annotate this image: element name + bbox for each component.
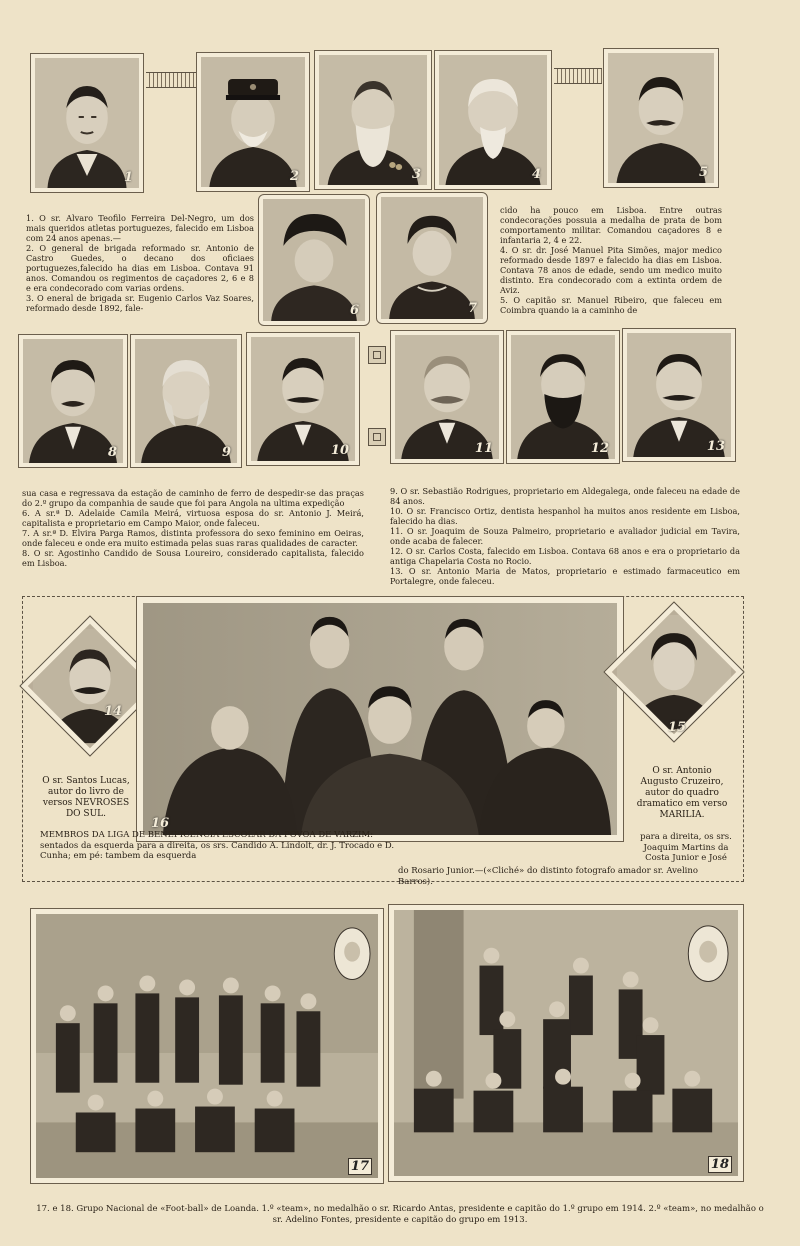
caption-right-3-5 <box>500 205 722 315</box>
portrait-2 <box>196 52 310 192</box>
portrait-number: 10 <box>330 443 349 458</box>
caption-paragraph: 7. A sr.ª D. Elvira Parga Ramos, distinta professora do sexo feminino em Oeiras, onde faleceu e onde era muito estimada pelas suas raras qualidades de caracter. <box>22 528 364 548</box>
portrait-number: 14 <box>104 704 123 719</box>
portrait-number: 1 <box>123 170 133 185</box>
portrait-11 <box>390 330 504 464</box>
caption-paragraph: 12. O sr. Carlos Costa, falecido em Lisboa. Contava 68 anos e era o proprietario da antiga Chapelaria Costa no Rocio. <box>390 546 740 566</box>
portrait-4 <box>434 50 552 190</box>
portrait-1 <box>30 53 144 193</box>
caption-17-18: 17. e 18. Grupo Nacional de «Foot-ball» de Loanda. 1.º «team», no medalhão o sr. Ricardo Antas, presidente e capitão do 1.º grupo em 1914. 2.º «team», no medalhão o sr. Adelino Fontes, presidente e capitão do grupo em 1913. <box>36 1204 764 1225</box>
portrait-9 <box>130 334 242 468</box>
caption-paragraph: 6. A sr.ª D. Adelaide Camila Meirá, virtuosa esposa do sr. Antonio J. Meirá, capitalista e proprietario em Campo Maior, onde faleceu. <box>22 508 364 528</box>
portrait-3 <box>314 50 432 190</box>
ornament <box>368 346 386 364</box>
ornament <box>146 72 196 88</box>
portrait-number: 15 <box>668 720 687 735</box>
portrait-6 <box>258 194 370 326</box>
portrait-number: 16 <box>151 816 170 831</box>
portrait-7 <box>376 192 488 324</box>
portrait-number: 7 <box>467 301 477 316</box>
caption-paragraph: 13. O sr. Antonio Maria de Matos, proprietario e estimado farmaceutico em Portalegre, onde faleceu. <box>390 566 740 586</box>
team-photo-17 <box>30 908 384 1184</box>
caption-paragraph: 11. O sr. Joaquim de Souza Palmeiro, proprietario e avaliador judicial em Tavira, onde acaba de falecer. <box>390 526 740 546</box>
caption-paragraph: 2. O general de brigada reformado sr. Antonio de Castro Guedes, o decano dos oficiaes portuguezes,falecido ha dias em Lisboa. Contava 91 anos. Comandou os regimentos de caçadores 2, 6 e 8 e era condecorado com varias ordens. <box>26 243 254 293</box>
caption-paragraph: sua casa e regressava da estação de caminho de ferro de despedir-se das praças do 2.º grupo da companhia de saude que foi para Angola na ultima expedição <box>22 488 364 508</box>
caption-left-1-3 <box>26 213 254 313</box>
portrait-number: 11 <box>474 441 493 456</box>
caption-paragraph: cido ha pouco em Lisboa. Entre outras condecorações possuia a medalha de prata de bom comportamento militar. Comandou caçadores 8 e infantaria 2, 4 e 22. <box>500 205 722 245</box>
portrait-number: 5 <box>698 165 708 180</box>
portrait-number: 13 <box>706 439 725 454</box>
caption-paragraph: 9. O sr. Sebastião Rodrigues, proprietario em Aldegalega, onde faleceu na edade de 84 anos. <box>390 486 740 506</box>
caption-paragraph: 5. O capitão sr. Manuel Ribeiro, que faleceu em Coimbra quando ia a caminho de <box>500 295 722 315</box>
portrait-number: 2 <box>289 169 299 184</box>
team-number: 17 <box>348 1158 372 1175</box>
caption-16-left: MEMBROS DA LIGA DE BENEFICENCIA ESCOLAR DA POVOA DE VARZIM: sentados da esquerda para a direita, os srs. Candido A. Lindolt, dr. J. Trocado e D. Cunha; em pé: tambem da esquerda <box>40 830 395 861</box>
caption-paragraph: 8. O sr. Agostinho Candido de Sousa Loureiro, considerado capitalista, falecido em Lisboa. <box>22 548 364 568</box>
ornament <box>368 428 386 446</box>
portrait-8 <box>18 334 128 468</box>
portrait-10 <box>246 332 360 466</box>
portrait-number: 6 <box>349 303 359 318</box>
portrait-number: 3 <box>411 167 421 182</box>
caption-paragraph: 4. O sr. dr. José Manuel Pita Simões, major medico reformado desde 1897 e falecido ha dias em Lisboa. Contava 78 anos de edade, sendo um medico muito distinto. Era condecorado com a extinta ordem de Aviz. <box>500 245 722 295</box>
caption-paragraph: 10. O sr. Francisco Ortiz, dentista hespanhol ha muitos anos residente em Lisboa, falecido ha dias. <box>390 506 740 526</box>
portrait-number: 4 <box>531 167 541 182</box>
caption-16-right: para a direita, os srs. Joaquim Martins da Costa Junior e José <box>640 832 732 863</box>
portrait-13 <box>622 328 736 462</box>
caption-15: O sr. Antonio Augusto Cruzeiro, autor do quadro dramatico em verso MARILIA. <box>636 766 728 820</box>
caption-14: O sr. Santos Lucas, autor do livro de versos NEVROSES DO SUL. <box>42 776 130 819</box>
team-photo-18 <box>388 904 744 1182</box>
portrait-5 <box>603 48 719 188</box>
caption-9-13 <box>390 486 740 586</box>
portrait-number: 9 <box>221 445 231 460</box>
portrait-number: 12 <box>590 441 609 456</box>
caption-paragraph: 3. O eneral de brigada sr. Eugenio Carlos Vaz Soares, reformado desde 1892, fale- <box>26 293 254 313</box>
portrait-number: 8 <box>107 445 117 460</box>
caption-16-bottom: do Rosario Junior.—(«Cliché» do distinto fotografo amador sr. Avelino Barros). <box>398 866 698 887</box>
caption-6-8 <box>22 488 364 568</box>
team-number: 18 <box>708 1156 732 1173</box>
group-photo-16 <box>136 596 624 842</box>
portrait-12 <box>506 330 620 464</box>
ornament <box>554 68 602 84</box>
caption-paragraph: 1. O sr. Alvaro Teofilo Ferreira Del-Negro, um dos mais queridos atletas portuguezes, falecido em Lisboa com 24 anos apenas.— <box>26 213 254 243</box>
